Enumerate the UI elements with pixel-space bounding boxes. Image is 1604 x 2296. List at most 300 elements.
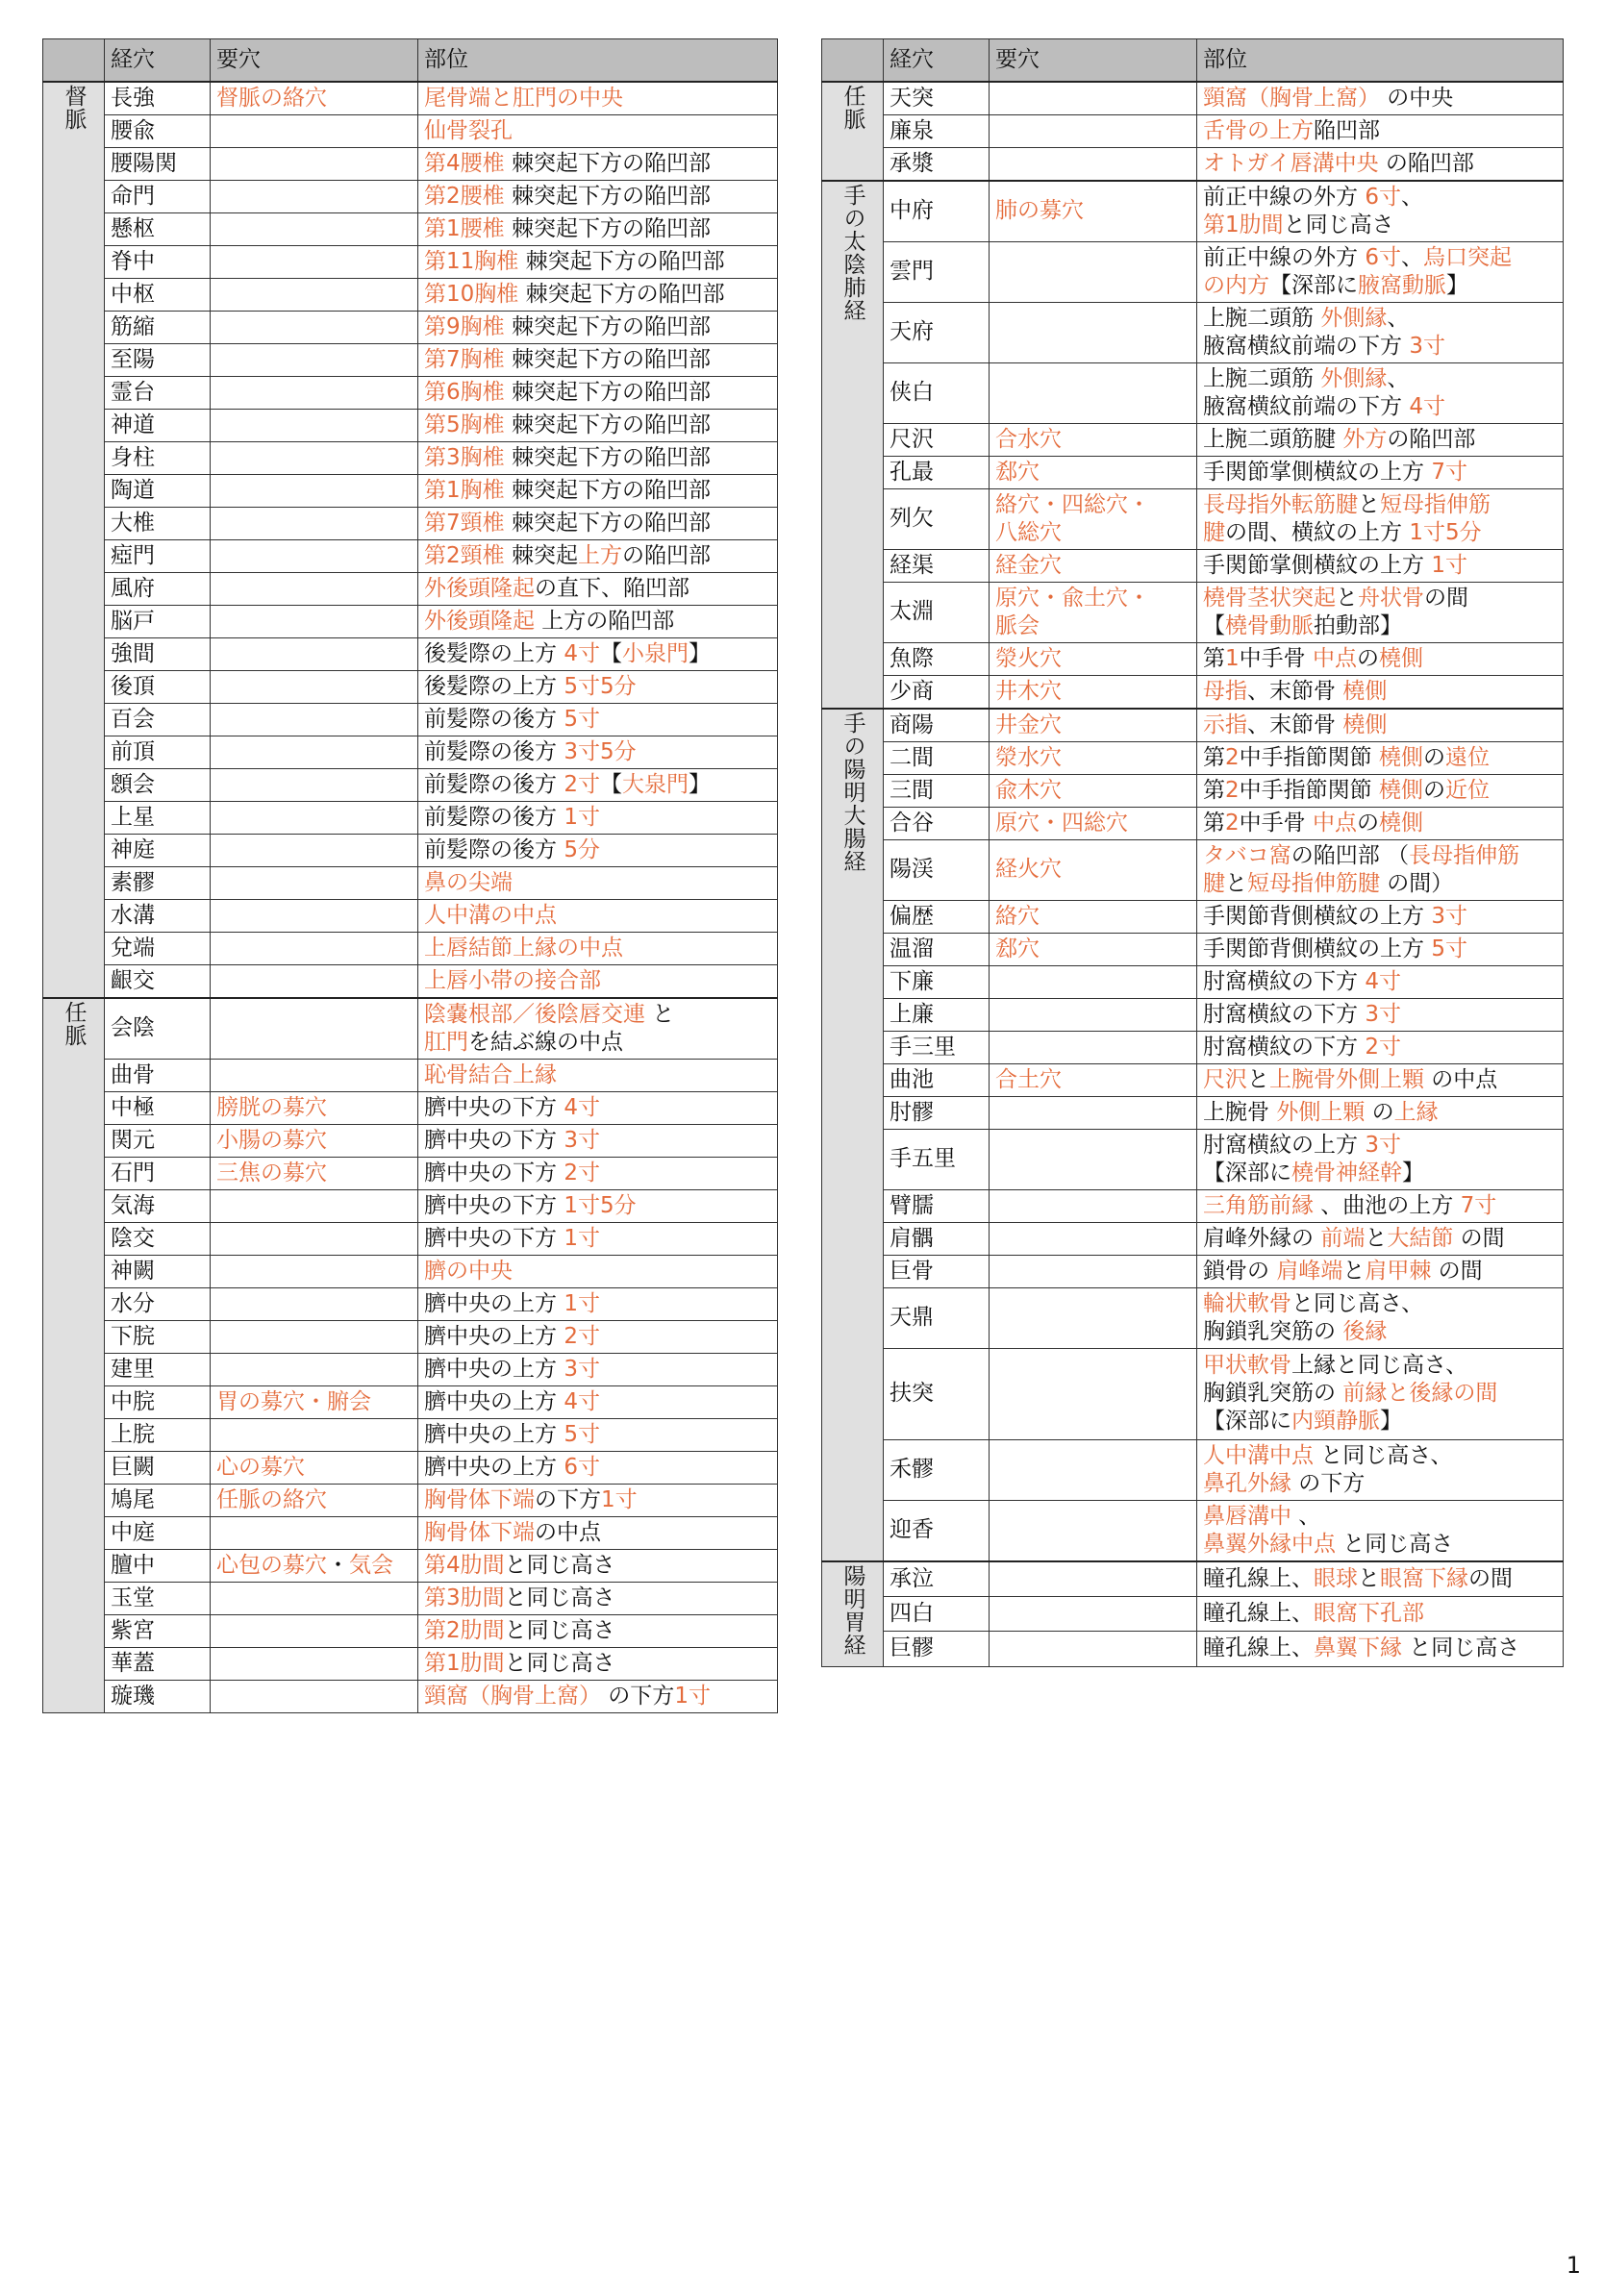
table-row [43, 180, 778, 212]
highlight-text: 経金穴 [995, 552, 1062, 578]
table-row [822, 549, 1564, 582]
highlight-text: 1 [1225, 645, 1240, 671]
highlight-text: 眼球 [1314, 1565, 1358, 1591]
body-text: 臍中央の下方 [424, 1160, 564, 1185]
key-point-cell [211, 932, 418, 964]
key-point-cell [211, 441, 418, 474]
table-row [43, 82, 778, 115]
body-text: 【深部に [1203, 1409, 1291, 1434]
page-number: 1 [1566, 2252, 1581, 2279]
key-point-cell [211, 1157, 418, 1189]
highlight-text: 3寸 [564, 1356, 600, 1382]
key-point-cell [990, 933, 1197, 965]
key-point-cell [990, 709, 1197, 742]
location-cell [1197, 488, 1564, 549]
point-name: 列欠 [884, 488, 990, 549]
body-text: 】 [1402, 1160, 1424, 1185]
point-name: 下脘 [105, 1320, 211, 1353]
location-cell [418, 1680, 778, 1712]
highlight-text: 第3胸椎 [424, 444, 505, 470]
location-cell [1197, 1287, 1564, 1348]
location-cell [418, 637, 778, 670]
body-text: の陥凹部 [1378, 150, 1474, 176]
body-text: 肘窩横紋の下方 [1203, 1034, 1366, 1060]
key-point-cell [990, 1255, 1197, 1287]
location-cell [418, 1353, 778, 1385]
body-text: 第 [1203, 744, 1225, 770]
body-text: 上縁と同じ高さ、 [1291, 1353, 1468, 1378]
body-text: 第 [1203, 810, 1225, 836]
key-point-cell [211, 1287, 418, 1320]
highlight-text: 橈側 [1378, 810, 1423, 836]
body-text: 棘突起下方の陥凹部 [504, 477, 711, 503]
key-point-cell [211, 474, 418, 507]
key-point-cell [211, 1385, 418, 1418]
location-cell [418, 1451, 778, 1484]
point-name: 天鼎 [884, 1287, 990, 1348]
table-row [43, 932, 778, 964]
point-name: 兌端 [105, 932, 211, 964]
location-cell [1197, 1096, 1564, 1129]
body-text: の [1356, 645, 1379, 671]
body-text: 、 [1400, 184, 1423, 210]
location-cell [1197, 456, 1564, 488]
highlight-text: 第2腰椎 [424, 183, 505, 209]
highlight-text: 脈会 [995, 612, 1040, 638]
table-row [822, 1255, 1564, 1287]
table-row [43, 1614, 778, 1647]
point-name: 雲門 [884, 241, 990, 302]
highlight-text: 中点 [1312, 810, 1357, 836]
point-name: 巨骨 [884, 1255, 990, 1287]
point-name: 肩髃 [884, 1222, 990, 1255]
location-cell [1197, 642, 1564, 675]
location-cell [1197, 839, 1564, 900]
right-table [821, 38, 1564, 1667]
highlight-text: 烏口突起 [1422, 244, 1512, 270]
key-point-cell [211, 1189, 418, 1222]
point-name: 玉堂 [105, 1582, 211, 1614]
body-text: の [1422, 777, 1445, 803]
highlight-text: 胸骨体下端 [424, 1519, 535, 1545]
table-row [822, 1439, 1564, 1500]
point-name: 齦交 [105, 964, 211, 998]
point-name: 二間 [884, 741, 990, 774]
header-point: 経穴 [105, 39, 211, 82]
highlight-text: 外後頭隆起 [424, 575, 535, 601]
table-row [43, 768, 778, 801]
highlight-text: 甲状軟骨 [1203, 1353, 1291, 1378]
body-text: 瞳孔線上、 [1203, 1601, 1314, 1626]
body-text: 肘窩横紋の下方 [1203, 968, 1366, 994]
body-text: 中手骨 [1239, 810, 1313, 836]
key-point-cell [211, 866, 418, 899]
body-text: の間 [1431, 1258, 1483, 1284]
location-cell [418, 1091, 778, 1124]
location-cell [418, 1418, 778, 1451]
body-text: 後髪際の上方 [424, 640, 564, 666]
key-point-cell [990, 675, 1197, 709]
point-name: 合谷 [884, 807, 990, 839]
header-key: 要穴 [211, 39, 418, 82]
point-name: 膻中 [105, 1549, 211, 1582]
body-text: 【深部に [1203, 1160, 1291, 1185]
table-row [43, 278, 778, 311]
highlight-text: 輪状軟骨 [1203, 1290, 1291, 1316]
highlight-text: 外方 [1342, 426, 1388, 452]
highlight-text: 第10胸椎 [424, 281, 519, 307]
table-row [822, 965, 1564, 998]
point-name: 璇璣 [105, 1680, 211, 1712]
location-cell [418, 1549, 778, 1582]
highlight-text: 3寸 [1409, 333, 1445, 359]
key-point-cell [211, 180, 418, 212]
body-text: 胸鎖乳突筋の [1203, 1318, 1343, 1344]
point-name: 上廉 [884, 998, 990, 1031]
table-row [822, 241, 1564, 302]
body-text: 手関節背側横紋の上方 [1203, 936, 1432, 961]
body-text: の下方 [535, 1486, 601, 1512]
highlight-text: 三焦の募穴 [216, 1160, 327, 1185]
body-text: 後髪際の上方 [424, 673, 564, 699]
point-name: 温溜 [884, 933, 990, 965]
table-row [43, 1582, 778, 1614]
highlight-text: 第4肋間 [424, 1552, 505, 1578]
table-row [822, 114, 1564, 147]
table-row [822, 900, 1564, 933]
highlight-text: 仙骨裂孔 [424, 117, 513, 143]
highlight-text: 1寸5分 [1409, 519, 1482, 545]
table-row [43, 147, 778, 180]
body-text: と [1225, 870, 1247, 896]
highlight-text: 短母指伸筋腱 [1247, 870, 1380, 896]
body-text: 棘突起下方の陥凹部 [504, 379, 711, 405]
key-point-cell [990, 965, 1197, 998]
table-row [43, 245, 778, 278]
highlight-text: 外後頭隆起 [424, 608, 535, 634]
location-cell [1197, 302, 1564, 362]
body-text: の直下、陥凹部 [535, 575, 689, 601]
body-text: と [1365, 1225, 1388, 1251]
highlight-text: タバコ窩 [1203, 842, 1291, 868]
highlight-text: 鼻の尖端 [424, 869, 513, 895]
body-text: の間 [1424, 585, 1468, 611]
key-point-cell [211, 278, 418, 311]
meridian-name: 手の陽明大腸経 [840, 711, 865, 873]
location-cell [418, 441, 778, 474]
table-row [822, 181, 1564, 242]
point-name: 鳩尾 [105, 1484, 211, 1516]
body-text: 上腕骨 [1203, 1099, 1277, 1125]
location-cell [1197, 181, 1564, 242]
location-cell [1197, 675, 1564, 709]
body-text: 臍中央の下方 [424, 1225, 564, 1251]
table-row [822, 642, 1564, 675]
key-point-cell [990, 1632, 1197, 1666]
highlight-text: 1寸 [1431, 552, 1467, 578]
location-cell [1197, 1348, 1564, 1439]
location-cell [1197, 998, 1564, 1031]
table-row [43, 343, 778, 376]
highlight-text: 臍の中央 [424, 1258, 513, 1284]
table-row [822, 1632, 1564, 1666]
highlight-text: 上縁 [1393, 1099, 1439, 1125]
highlight-text: 橈側 [1342, 678, 1388, 704]
table-row [822, 1561, 1564, 1597]
highlight-text: 5寸 [564, 1421, 600, 1447]
highlight-text: 尾骨端と肛門の中央 [424, 85, 623, 111]
highlight-text: 郄穴 [995, 936, 1040, 961]
point-name: 手三里 [884, 1031, 990, 1063]
body-text: 前正中線の外方 [1203, 244, 1366, 270]
table-row [43, 1124, 778, 1157]
highlight-text: 腋窩動脈 [1358, 272, 1446, 298]
point-name: 孔最 [884, 456, 990, 488]
body-text: の下方 [601, 1683, 675, 1709]
body-text: 瞳孔線上、 [1203, 1635, 1314, 1661]
highlight-text: 第9胸椎 [424, 313, 505, 339]
highlight-text: 遠位 [1444, 744, 1490, 770]
body-text: 【 [1203, 612, 1225, 638]
location-cell [1197, 1255, 1564, 1287]
meridian-group [43, 998, 105, 1713]
body-text: 】 [1446, 272, 1468, 298]
meridian-group [822, 709, 884, 1561]
key-point-cell [211, 670, 418, 703]
highlight-text: 3寸 [1431, 903, 1467, 929]
point-name: 曲池 [884, 1063, 990, 1096]
key-point-cell [211, 147, 418, 180]
point-name: 巨髎 [884, 1632, 990, 1666]
highlight-text: 4寸 [1365, 968, 1401, 994]
highlight-text: 短母指伸筋 [1380, 491, 1491, 517]
key-point-cell [211, 1059, 418, 1091]
location-cell [418, 1124, 778, 1157]
body-text: 前髪際の後方 [424, 804, 564, 830]
highlight-text: 第11胸椎 [424, 248, 519, 274]
point-name: 上脘 [105, 1418, 211, 1451]
point-name: 神庭 [105, 834, 211, 866]
key-point-cell [211, 998, 418, 1060]
body-text: と [1342, 1258, 1366, 1284]
body-text: 棘突起 [504, 542, 578, 568]
highlight-text: 第1胸椎 [424, 477, 505, 503]
body-text: 棘突起下方の陥凹部 [504, 313, 711, 339]
point-name: 紫宮 [105, 1614, 211, 1647]
location-cell [1197, 741, 1564, 774]
location-cell [1197, 1439, 1564, 1500]
point-name: 肘髎 [884, 1096, 990, 1129]
point-name: 強間 [105, 637, 211, 670]
key-point-cell [211, 376, 418, 409]
highlight-text: 合水穴 [995, 426, 1062, 452]
table-row [43, 474, 778, 507]
highlight-text: 腱 [1203, 870, 1225, 896]
highlight-text: 5寸 [564, 706, 600, 732]
point-name: 臂臑 [884, 1189, 990, 1222]
key-point-cell [990, 1500, 1197, 1561]
highlight-text: 上腕骨外側上顆 [1269, 1066, 1424, 1092]
table-row [43, 703, 778, 736]
key-point-cell [990, 900, 1197, 933]
highlight-text: 合土穴 [995, 1066, 1062, 1092]
table-row [43, 1451, 778, 1484]
location-cell [418, 866, 778, 899]
table-row [43, 212, 778, 245]
location-cell [1197, 362, 1564, 423]
highlight-text: 兪木穴 [995, 777, 1062, 803]
key-point-cell [990, 147, 1197, 181]
key-point-cell [211, 834, 418, 866]
table-row [43, 866, 778, 899]
location-cell [418, 605, 778, 637]
key-point-cell [990, 741, 1197, 774]
highlight-text: 橈側 [1378, 777, 1423, 803]
location-cell [418, 899, 778, 932]
point-name: 風府 [105, 572, 211, 605]
key-point-cell [211, 1582, 418, 1614]
meridian-group [43, 82, 105, 998]
key-point-cell [211, 605, 418, 637]
table-row [43, 441, 778, 474]
location-cell [418, 1189, 778, 1222]
location-cell [418, 343, 778, 376]
body-text: の [1422, 744, 1445, 770]
location-cell [1197, 1500, 1564, 1561]
meridian-group [822, 82, 884, 181]
body-text: 第 [1203, 645, 1225, 671]
location-cell [1197, 774, 1564, 807]
point-name: 尺沢 [884, 423, 990, 456]
highlight-text: 示指 [1203, 711, 1247, 737]
table-row [822, 741, 1564, 774]
body-text: 臍中央の上方 [424, 1356, 564, 1382]
key-point-cell [211, 539, 418, 572]
location-cell [418, 147, 778, 180]
body-text: 上腕二頭筋 [1203, 365, 1321, 391]
highlight-text: 鼻孔外縁 [1203, 1470, 1291, 1496]
location-cell [1197, 933, 1564, 965]
meridian-group [822, 181, 884, 709]
body-text: の陥凹部 [621, 542, 711, 568]
key-point-cell [211, 245, 418, 278]
body-text: 棘突起下方の陥凹部 [504, 150, 711, 176]
table-row [43, 1222, 778, 1255]
table-row [43, 1516, 778, 1549]
key-point-cell [990, 1348, 1197, 1439]
left-table [42, 38, 778, 1713]
table-row [822, 82, 1564, 115]
highlight-text: 2 [1225, 744, 1240, 770]
body-text: 臍中央の上方 [424, 1290, 564, 1316]
body-text: 臍中央の上方 [424, 1454, 564, 1480]
highlight-text: 任脈の絡穴 [216, 1486, 327, 1512]
highlight-text: 陰嚢根部／後陰唇交連 [424, 1001, 645, 1027]
table-row [822, 1031, 1564, 1063]
body-text: と同じ高さ、 [1291, 1290, 1424, 1316]
location-cell [1197, 1632, 1564, 1666]
table-row [822, 1222, 1564, 1255]
body-text: 中手指節関節 [1239, 744, 1379, 770]
location-cell [418, 474, 778, 507]
table-row [822, 709, 1564, 742]
point-name: 至陽 [105, 343, 211, 376]
highlight-text: 第7頸椎 [424, 510, 505, 536]
location-cell [418, 1255, 778, 1287]
key-point-cell [990, 807, 1197, 839]
table-row [43, 1385, 778, 1418]
location-cell [1197, 241, 1564, 302]
table-row [43, 1189, 778, 1222]
location-cell [418, 703, 778, 736]
table-row [43, 572, 778, 605]
body-text: 棘突起下方の陥凹部 [504, 183, 711, 209]
body-text: と [645, 1001, 675, 1027]
highlight-text: 上唇小帯の接合部 [424, 967, 601, 993]
body-text: 鎖骨の [1203, 1258, 1277, 1284]
meridian-name: 手の太陰肺経 [840, 183, 865, 322]
point-name: 神道 [105, 409, 211, 441]
point-name: 長強 [105, 82, 211, 115]
body-text: 中手骨 [1239, 645, 1313, 671]
point-name: 脊中 [105, 245, 211, 278]
key-point-cell [990, 1189, 1197, 1222]
location-cell [1197, 1189, 1564, 1222]
key-point-cell [990, 839, 1197, 900]
location-cell [1197, 1129, 1564, 1189]
highlight-text: 長母指伸筋 [1409, 842, 1520, 868]
highlight-text: 八総穴 [995, 519, 1062, 545]
highlight-text: 1寸 [674, 1683, 711, 1709]
location-cell [1197, 709, 1564, 742]
point-name: 偏歴 [884, 900, 990, 933]
body-text: ・ [327, 1552, 349, 1578]
body-text: 、 [1387, 305, 1410, 331]
body-text: 肘窩横紋の下方 [1203, 1001, 1366, 1027]
point-name: 中極 [105, 1091, 211, 1124]
point-name: 大椎 [105, 507, 211, 539]
point-name: 関元 [105, 1124, 211, 1157]
table-row [43, 834, 778, 866]
highlight-text: 橈側 [1342, 711, 1388, 737]
location-cell [1197, 1222, 1564, 1255]
highlight-text: 5寸5分 [564, 673, 637, 699]
table-row [43, 1255, 778, 1287]
key-point-cell [990, 998, 1197, 1031]
body-text: 上腕二頭筋 [1203, 305, 1321, 331]
body-text: 、末節骨 [1247, 711, 1343, 737]
location-cell [418, 801, 778, 834]
location-cell [1197, 1063, 1564, 1096]
header-key: 要穴 [990, 39, 1197, 82]
key-point-cell [211, 343, 418, 376]
highlight-text: 小腸の募穴 [216, 1127, 327, 1153]
location-cell [1197, 423, 1564, 456]
location-cell [418, 1647, 778, 1680]
table-row [43, 1353, 778, 1385]
body-text: 肘窩横紋の上方 [1203, 1132, 1366, 1158]
table-row [822, 1287, 1564, 1348]
key-point-cell [990, 1096, 1197, 1129]
highlight-text: 6寸 [1365, 184, 1401, 210]
table-row [43, 1484, 778, 1516]
highlight-text: 第1肋間 [424, 1650, 505, 1676]
key-point-cell [211, 212, 418, 245]
highlight-text: 外側上顆 [1276, 1099, 1366, 1125]
point-name: 百会 [105, 703, 211, 736]
table-row [822, 147, 1564, 181]
body-text: の [1356, 810, 1379, 836]
